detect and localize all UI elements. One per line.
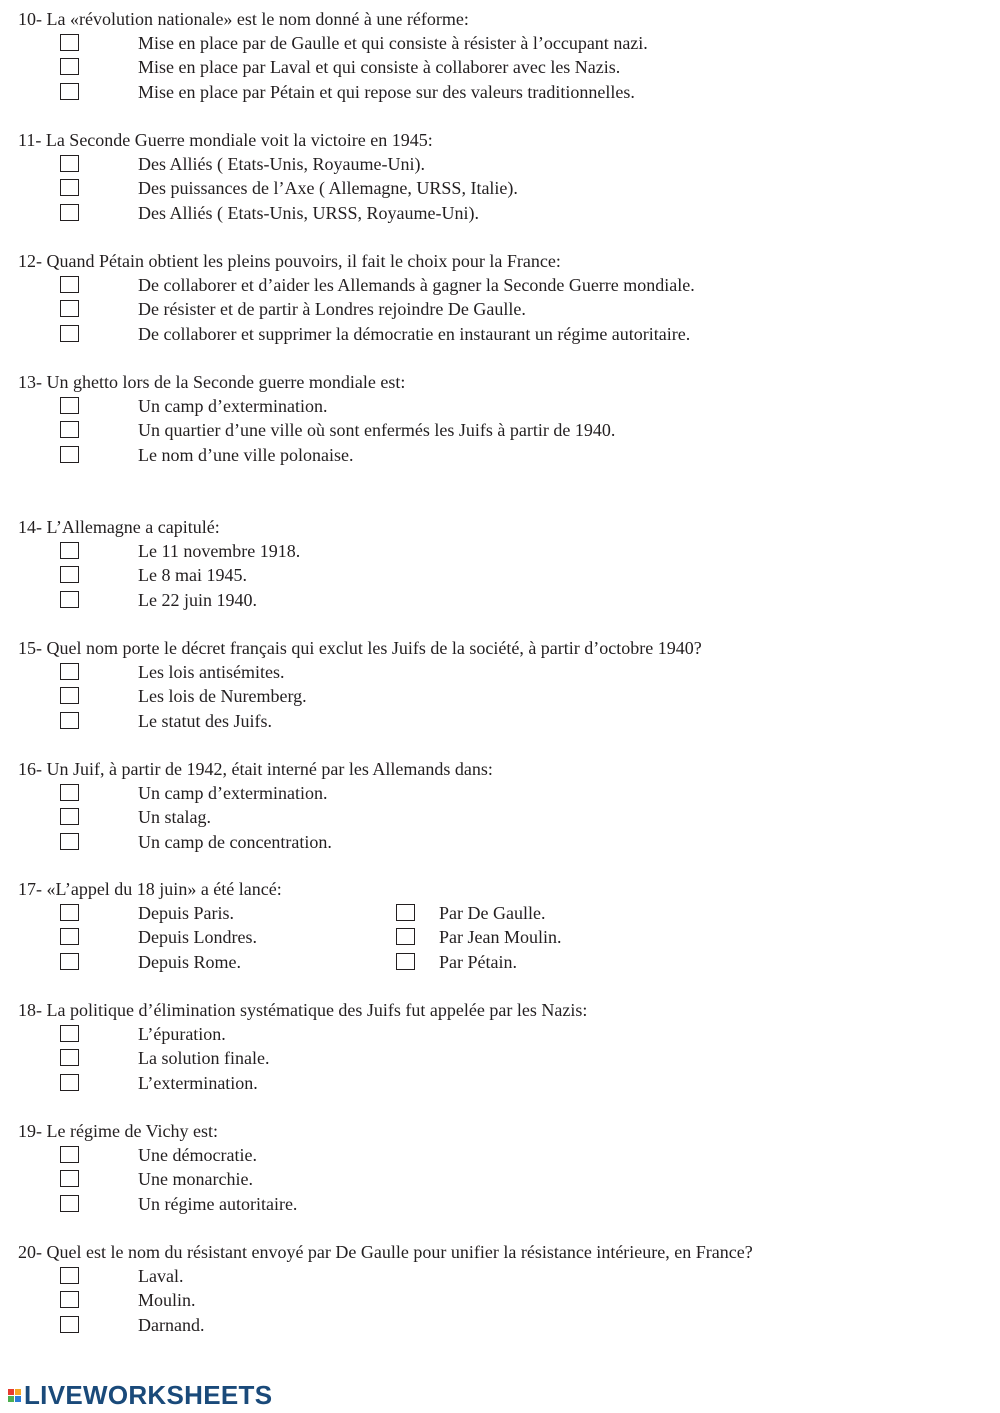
- option-row: [18, 273, 695, 297]
- option-row: [18, 563, 247, 587]
- option-row: [18, 684, 702, 708]
- checkbox[interactable]: [60, 784, 79, 801]
- question-20: [18, 1240, 753, 1337]
- option-label: L’épuration.: [138, 1024, 226, 1045]
- option-row: [18, 176, 518, 200]
- option-row: [18, 1143, 257, 1167]
- checkbox[interactable]: [60, 1049, 79, 1066]
- option-row: [18, 1022, 587, 1046]
- option-row: [18, 152, 433, 176]
- question-15: [18, 636, 702, 733]
- option-row: [18, 394, 405, 418]
- option-label: Mise en place par Pétain et qui repose sur des valeurs traditionnelles.: [138, 81, 635, 102]
- question-14: [18, 515, 301, 612]
- option-label: Un stalag.: [138, 807, 211, 828]
- option-row: [18, 418, 616, 442]
- option-label: Un régime autoritaire.: [138, 1193, 298, 1214]
- question-16: [18, 757, 493, 854]
- checkbox[interactable]: [60, 833, 79, 850]
- option-label: Le statut des Juifs.: [138, 710, 272, 731]
- question-13: [18, 370, 616, 467]
- checkbox[interactable]: [60, 1316, 79, 1333]
- option-label: Par Pétain.: [439, 951, 517, 972]
- question-11: [18, 128, 518, 225]
- checkbox[interactable]: [60, 397, 79, 414]
- option-label: De collaborer et d’aider les Allemands à gagner la Seconde Guerre mondiale.: [138, 275, 695, 296]
- liveworksheets-logo[interactable]: [8, 1381, 272, 1409]
- option-row: [18, 55, 621, 79]
- option-row: [18, 781, 493, 805]
- checkbox[interactable]: [60, 421, 79, 438]
- option-label: Une monarchie.: [138, 1169, 253, 1190]
- option-label: Le 8 mai 1945.: [138, 565, 247, 586]
- checkbox[interactable]: [60, 1146, 79, 1163]
- option-label: Une démocratie.: [138, 1145, 257, 1166]
- option-row: [18, 1046, 587, 1070]
- option-label: Darnand.: [138, 1314, 205, 1335]
- option-label: Par De Gaulle.: [439, 903, 546, 924]
- option-label: Par Jean Moulin.: [439, 927, 562, 948]
- logo-square: [8, 1389, 14, 1395]
- option-row: [18, 31, 648, 55]
- checkbox[interactable]: [60, 155, 79, 172]
- checkbox[interactable]: [60, 1074, 79, 1091]
- question-title: 20- Quel est le nom du résistant envoyé par De Gaulle pour unifier la résistance intérieure, en France?: [18, 1242, 753, 1262]
- option-label: Mise en place par Laval et qui consiste à collaborer avec les Nazis.: [138, 57, 621, 78]
- checkbox[interactable]: [60, 953, 79, 970]
- checkbox[interactable]: [60, 300, 79, 317]
- question-19: [18, 1119, 298, 1216]
- option-label: Des Alliés ( Etats-Unis, Royaume-Uni).: [138, 154, 425, 175]
- option-label: Un camp d’extermination.: [138, 396, 328, 417]
- logo-square: [8, 1396, 14, 1402]
- option-row: [18, 201, 479, 225]
- question-title: 18- La politique d’élimination systématique des Juifs fut appelée par les Nazis:: [18, 1000, 588, 1020]
- option-label: Le 11 novembre 1918.: [138, 541, 301, 562]
- question-12: [18, 249, 695, 346]
- question-18: [18, 998, 587, 1095]
- option-row: [18, 322, 691, 346]
- option-row: [18, 901, 546, 925]
- option-row: [18, 1264, 753, 1288]
- option-row: [18, 805, 493, 829]
- checkbox[interactable]: [60, 446, 79, 463]
- question-title: 11- La Seconde Guerre mondiale voit la victoire en 1945:: [18, 130, 433, 150]
- checkbox[interactable]: [60, 325, 79, 342]
- logo-square: [15, 1396, 21, 1402]
- logo-text: LIVEWORKSHEETS: [24, 1379, 273, 1410]
- option-label: Les lois de Nuremberg.: [138, 686, 307, 707]
- checkbox[interactable]: [60, 204, 79, 221]
- checkbox[interactable]: [60, 58, 79, 75]
- checkbox[interactable]: [60, 1195, 79, 1212]
- option-label: Mise en place par de Gaulle et qui consiste à résister à l’occupant nazi.: [138, 33, 648, 54]
- option-row: [18, 80, 635, 104]
- option-label: Le nom d’une ville polonaise.: [138, 444, 354, 465]
- option-label: De résister et de partir à Londres rejoindre De Gaulle.: [138, 299, 526, 320]
- option-label: Moulin.: [138, 1290, 196, 1311]
- checkbox[interactable]: [60, 1291, 79, 1308]
- checkbox[interactable]: [60, 712, 79, 729]
- option-label: Des puissances de l’Axe ( Allemagne, URSS, Italie).: [138, 178, 518, 199]
- question-title: 19- Le régime de Vichy est:: [18, 1121, 219, 1141]
- option-row: [18, 925, 562, 949]
- option-label: Un quartier d’une ville où sont enfermés les Juifs à partir de 1940.: [138, 420, 616, 441]
- checkbox[interactable]: [60, 542, 79, 559]
- question-title: 14- L’Allemagne a capitulé:: [18, 517, 220, 537]
- option-label: Le 22 juin 1940.: [138, 589, 257, 610]
- option-row: [18, 539, 301, 563]
- checkbox[interactable]: [60, 808, 79, 825]
- option-row: [18, 443, 405, 467]
- option-label: La solution finale.: [138, 1048, 270, 1069]
- option-label: Des Alliés ( Etats-Unis, URSS, Royaume-Uni).: [138, 202, 479, 223]
- checkbox[interactable]: [60, 1267, 79, 1284]
- checkbox[interactable]: [60, 687, 79, 704]
- question-title: 15- Quel nom porte le décret français qui exclut les Juifs de la société, à partir d’octobre 1940?: [18, 638, 702, 658]
- logo-square: [15, 1389, 21, 1395]
- question-title: 17- «L’appel du 18 juin» a été lancé:: [18, 879, 282, 899]
- option-label: De collaborer et supprimer la démocratie en instaurant un régime autoritaire.: [138, 323, 691, 344]
- question-10: [18, 7, 648, 104]
- checkbox[interactable]: [396, 928, 415, 945]
- question-title: 12- Quand Pétain obtient les pleins pouvoirs, il fait le choix pour la France:: [18, 251, 561, 271]
- checkbox[interactable]: [60, 179, 79, 196]
- checkbox[interactable]: [396, 953, 415, 970]
- option-row: [18, 297, 561, 321]
- question-17: [18, 877, 562, 974]
- checkbox[interactable]: [60, 663, 79, 680]
- question-title: 10- La «révolution nationale» est le nom donné à une réforme:: [18, 9, 469, 29]
- checkbox[interactable]: [396, 904, 415, 921]
- checkbox[interactable]: [60, 904, 79, 921]
- option-label: Un camp d’extermination.: [138, 783, 328, 804]
- option-row: [18, 1288, 753, 1312]
- question-title: 13- Un ghetto lors de la Seconde guerre mondiale est:: [18, 372, 406, 392]
- option-row: [18, 588, 257, 612]
- checkbox[interactable]: [60, 566, 79, 583]
- option-label: Laval.: [138, 1266, 184, 1287]
- option-row: [18, 1167, 253, 1191]
- checkbox[interactable]: [60, 928, 79, 945]
- option-label: Les lois antisémites.: [138, 662, 285, 683]
- option-row: [18, 660, 702, 684]
- question-title: 16- Un Juif, à partir de 1942, était interné par les Allemands dans:: [18, 759, 493, 779]
- checkbox[interactable]: [60, 83, 79, 100]
- option-label: Depuis Londres.: [138, 927, 257, 948]
- option-label: L’extermination.: [138, 1072, 258, 1093]
- logo-squares-icon: [8, 1389, 21, 1402]
- option-label: Un camp de concentration.: [138, 831, 332, 852]
- option-label: Depuis Rome.: [138, 951, 241, 972]
- checkbox[interactable]: [60, 276, 79, 293]
- option-row: [18, 1071, 587, 1095]
- option-row: [18, 830, 493, 854]
- option-row: [18, 1313, 753, 1337]
- option-row: [18, 950, 517, 974]
- checkbox[interactable]: [60, 1025, 79, 1042]
- checkbox[interactable]: [60, 1170, 79, 1187]
- option-row: [18, 1192, 298, 1216]
- checkbox[interactable]: [60, 34, 79, 51]
- checkbox[interactable]: [60, 591, 79, 608]
- option-label: Depuis Paris.: [138, 903, 234, 924]
- option-row: [18, 709, 702, 733]
